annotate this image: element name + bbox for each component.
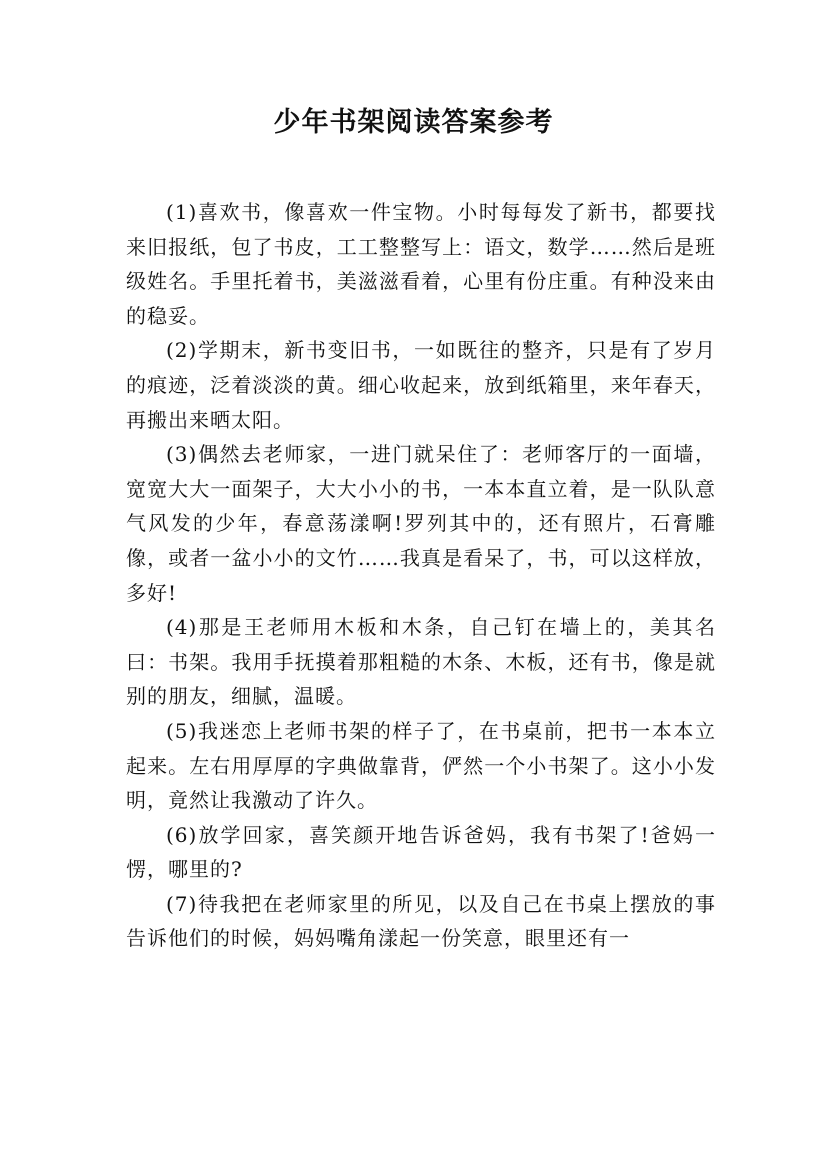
paragraph-6: (6)放学回家，喜笑颜开地告诉爸妈，我有书架了!爸妈一愣，哪里的? [126,822,716,882]
document-body [126,195,716,956]
paragraph-7: (7)待我把在老师家里的所见，以及自己在书桌上摆放的事告诉他们的时候，妈妈嘴角漾起一份笑意，眼里还有一 [126,891,716,951]
paragraph-1: (1)喜欢书，像喜欢一件宝物。小时每每发了新书，都要找来旧报纸，包了书皮，工工整整写上：语文，数学……然后是班级姓名。手里托着书，美滋滋看着，心里有份庄重。有种没来由的稳妥。 [126,200,716,328]
paragraph-4: (4)那是王老师用木板和木条，自己钉在墙上的，美其名曰：书架。我用手抚摸着那粗糙的木条、木板，还有书，像是就别的朋友，细腻，温暖。 [126,615,716,709]
paragraph-2: (2)学期末，新书变旧书，一如既往的整齐，只是有了岁月的痕迹，泛着淡淡的黄。细心收起来，放到纸箱里，来年春天，再搬出来晒太阳。 [126,338,716,432]
paragraph-5: (5)我迷恋上老师书架的样子了，在书桌前，把书一本本立起来。左右用厚厚的字典做靠背，俨然一个小书架了。这小小发明，竟然让我激动了许久。 [126,718,716,813]
paragraph-3: (3)偶然去老师家，一进门就呆住了：老师客厅的一面墙，宽宽大大一面架子，大大小小的书，一本本直立着，是一队队意气风发的少年，春意荡漾啊!罗列其中的，还有照片，石膏雕像，或者一盆小小的文竹……我真是看呆了，书，可以这样放，多好! [126,442,716,605]
document-title: 少年书架阅读答案参考 [273,107,554,138]
